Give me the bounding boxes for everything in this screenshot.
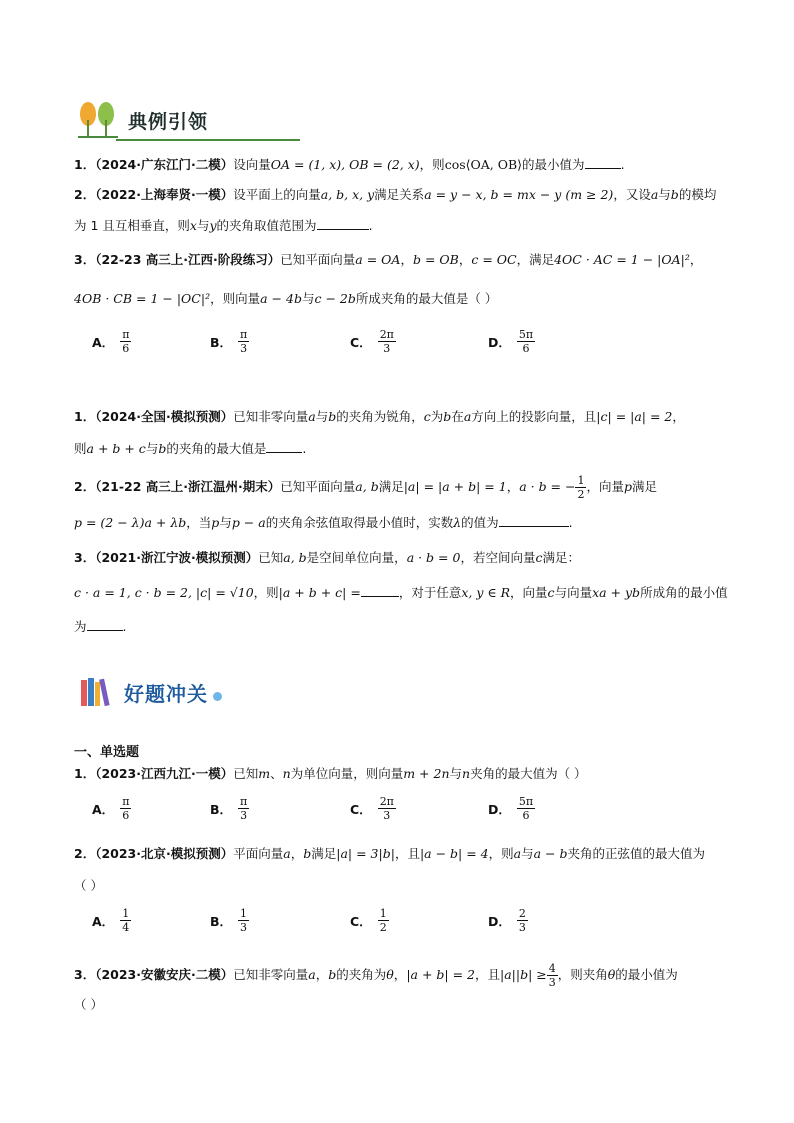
question-text: 的夹角为锐角， bbox=[336, 409, 424, 424]
practice-question-2-cont: （ ） bbox=[74, 878, 103, 893]
math-expression: a = y − x, b = mx − y (m ≥ 2) bbox=[424, 187, 614, 202]
question-text: ，又设 bbox=[613, 187, 651, 202]
fraction-numerator: 1 bbox=[379, 907, 387, 920]
question-text: 的最小值为 bbox=[522, 157, 585, 172]
question-text: 已知 bbox=[258, 550, 284, 565]
question-text: ，当 bbox=[186, 515, 212, 530]
option-fraction bbox=[517, 795, 535, 822]
question-text: ， bbox=[400, 252, 413, 267]
question-text: 是空间单位向量， bbox=[306, 550, 407, 565]
question-text: . bbox=[620, 157, 625, 172]
fraction-numerator: 2π bbox=[379, 795, 394, 808]
math-expression: a bbox=[463, 409, 472, 424]
fraction-denominator: 2 bbox=[577, 488, 585, 501]
option-letter: B． bbox=[210, 801, 233, 817]
math-expression: b bbox=[328, 409, 337, 424]
section-underline bbox=[116, 139, 300, 141]
option-fraction bbox=[378, 795, 396, 822]
option-fraction bbox=[378, 328, 396, 355]
trees-icon bbox=[76, 100, 120, 140]
option-d[interactable] bbox=[488, 907, 528, 934]
fraction-denominator: 4 bbox=[122, 921, 130, 934]
math-expression: a · b = 0 bbox=[406, 550, 461, 565]
example-practice-2 bbox=[74, 474, 657, 501]
math-expression: a − 4b bbox=[260, 291, 302, 306]
option-letter: A． bbox=[92, 801, 115, 817]
math-expression: p bbox=[211, 515, 220, 530]
question-text: 已知平面向量 bbox=[280, 479, 356, 494]
fraction-denominator: 3 bbox=[240, 342, 248, 355]
option-d[interactable] bbox=[488, 795, 535, 822]
answer-blank[interactable] bbox=[585, 155, 621, 169]
question-text: . bbox=[122, 619, 127, 634]
question-text: 为 bbox=[430, 409, 444, 424]
option-letter: A． bbox=[92, 913, 115, 929]
practice-question-3 bbox=[74, 962, 678, 989]
question-source: （2022·上海奉贤·一模） bbox=[95, 187, 234, 202]
math-expression: a = OA bbox=[355, 252, 401, 267]
option-letter: D． bbox=[488, 334, 511, 350]
question-text: 、 bbox=[270, 766, 283, 781]
question-text: 所成角的最小值 bbox=[640, 585, 728, 600]
question-text: 已知非零向量 bbox=[233, 967, 309, 982]
question-number: 1． bbox=[74, 409, 96, 424]
answer-blank[interactable] bbox=[87, 617, 123, 631]
question-text: 的模均 bbox=[678, 187, 717, 202]
question-text: ， bbox=[393, 967, 407, 982]
math-expression: xa + yb bbox=[592, 585, 641, 600]
question-source: （2024·广东江门·二模） bbox=[95, 157, 234, 172]
fraction-denominator: 3 bbox=[240, 809, 248, 822]
option-letter: C． bbox=[350, 913, 372, 929]
fraction-denominator: 3 bbox=[518, 921, 526, 934]
option-fraction bbox=[517, 907, 528, 934]
math-expression: a bbox=[308, 409, 316, 424]
question-text: 满足 bbox=[311, 846, 337, 861]
option-fraction bbox=[120, 907, 131, 934]
math-expression: b bbox=[443, 409, 452, 424]
practice-section-header bbox=[80, 676, 222, 708]
question-text: ，则夹角 bbox=[557, 967, 608, 982]
question-text: 平面向量 bbox=[233, 846, 284, 861]
question-source: （2023·北京·模拟预测） bbox=[95, 846, 234, 861]
question-text: ， bbox=[672, 409, 685, 424]
question-text: . bbox=[302, 441, 307, 456]
question-source: （2023·安徽安庆·二模） bbox=[95, 967, 234, 982]
math-expression: c = OC bbox=[471, 252, 517, 267]
question-text: ， bbox=[315, 967, 329, 982]
question-text: ，对于任意 bbox=[398, 585, 462, 600]
fraction-denominator: 2 bbox=[379, 921, 387, 934]
math-expression: b = OB bbox=[412, 252, 459, 267]
question-text: ，向量 bbox=[586, 479, 624, 494]
practice-question-3-cont: （ ） bbox=[74, 997, 103, 1012]
question-text: 与 bbox=[521, 846, 534, 861]
question-text: 的夹角余弦值取得最小值时，实数 bbox=[265, 515, 454, 530]
question-text: 的夹角的最大值是 bbox=[166, 441, 267, 456]
fraction-numerator: 5π bbox=[518, 795, 534, 808]
example-practice-3 bbox=[74, 549, 580, 567]
math-expression: b bbox=[670, 187, 679, 202]
math-expression: y bbox=[209, 218, 217, 233]
example-section-title: 典例引领 bbox=[128, 110, 209, 133]
fraction-denominator: 3 bbox=[548, 976, 556, 989]
question-text: 夹角的最大值为（ ） bbox=[470, 766, 587, 781]
math-expression: a bbox=[650, 187, 659, 202]
math-expression: λ bbox=[453, 515, 462, 530]
example-practice-3-cont2 bbox=[74, 617, 127, 636]
option-b[interactable] bbox=[210, 907, 249, 934]
question-text: 的夹角为 bbox=[336, 967, 387, 982]
decorative-dot bbox=[213, 692, 222, 701]
question-number: 2． bbox=[74, 846, 96, 861]
question-number: 3． bbox=[74, 967, 96, 982]
question-text: ，若空间向量 bbox=[460, 550, 536, 565]
math-expression: m bbox=[258, 766, 271, 781]
fraction-denominator: 3 bbox=[383, 342, 391, 355]
question-text: 与 bbox=[219, 515, 232, 530]
option-letter: B． bbox=[210, 913, 233, 929]
question-text: 为 1 且互相垂直，则 bbox=[74, 218, 190, 233]
option-fraction bbox=[378, 907, 389, 934]
question-text: 的最小值为 bbox=[615, 967, 678, 982]
question-source: （2023·江西九江·一模） bbox=[95, 766, 234, 781]
question-number: 1． bbox=[74, 157, 96, 172]
math-expression: a bbox=[513, 846, 522, 861]
math-expression: OA = (1, x), OB = (2, x) bbox=[270, 157, 420, 172]
math-expression: c · a = 1, c · b = 2, |c| = √10 bbox=[74, 585, 254, 600]
math-expression: m + 2n bbox=[403, 766, 450, 781]
math-expression: x bbox=[189, 218, 197, 233]
question-text: 则 bbox=[74, 441, 87, 456]
math-expression: a, b bbox=[355, 479, 379, 494]
math-expression: c bbox=[547, 585, 555, 600]
question-text: 为单位向量，则向量 bbox=[290, 766, 404, 781]
question-text: 夹角的正弦值的最大值为 bbox=[567, 846, 706, 861]
math-expression: |a − b| = 4 bbox=[419, 846, 489, 861]
fraction-numerator: π bbox=[240, 795, 248, 808]
math-expression: |a||b| ≥ bbox=[500, 967, 547, 982]
question-text: . bbox=[368, 218, 373, 233]
question-text: 已知 bbox=[233, 766, 259, 781]
question-text: 满足 bbox=[378, 479, 404, 494]
question-text: 已知非零向量 bbox=[233, 409, 309, 424]
math-expression: cos⟨OA, OB⟩ bbox=[444, 157, 523, 172]
math-expression: |a + b| = 2 bbox=[406, 967, 475, 982]
fraction-denominator: 6 bbox=[122, 342, 130, 355]
option-c[interactable] bbox=[350, 795, 396, 822]
option-letter: C． bbox=[350, 334, 372, 350]
math-expression: n bbox=[282, 766, 291, 781]
question-text: ，且 bbox=[394, 846, 420, 861]
question-number: 3． bbox=[74, 252, 96, 267]
math-expression: p − a bbox=[231, 515, 266, 530]
option-letter: D． bbox=[488, 913, 511, 929]
math-expression: |a| = |a + b| = 1 bbox=[403, 479, 507, 494]
option-c[interactable] bbox=[350, 328, 396, 355]
example-question-1 bbox=[74, 155, 625, 174]
math-expression: a bbox=[283, 846, 291, 861]
option-letter: C． bbox=[350, 801, 372, 817]
example-question-3-cont bbox=[74, 290, 497, 308]
question-number: 3． bbox=[74, 550, 96, 565]
question-text: 已知平面向量 bbox=[280, 252, 356, 267]
example-practice-1-cont bbox=[74, 439, 306, 458]
fraction-numerator: 5π bbox=[518, 328, 534, 341]
option-a[interactable] bbox=[92, 795, 131, 822]
question-source: （22-23 高三上·江西·阶段练习） bbox=[95, 252, 281, 267]
question-text: 与 bbox=[145, 441, 159, 456]
fraction-denominator: 6 bbox=[522, 809, 530, 822]
math-expression: θ bbox=[386, 967, 394, 982]
fraction-numerator: π bbox=[122, 328, 130, 341]
fraction-numerator: 1 bbox=[122, 907, 130, 920]
example-practice-3-cont bbox=[74, 583, 728, 602]
math-fraction bbox=[547, 962, 558, 989]
question-text: ， bbox=[458, 252, 472, 267]
math-expression: p = (2 − λ)a + λb bbox=[74, 515, 187, 530]
option-fraction bbox=[238, 795, 249, 822]
option-fraction bbox=[120, 795, 131, 822]
question-text: ，且 bbox=[474, 967, 500, 982]
question-text: ， bbox=[506, 479, 520, 494]
question-text: 与向量 bbox=[554, 585, 593, 600]
single-choice-heading: 一、单选题 bbox=[74, 745, 140, 760]
fraction-numerator: 2 bbox=[518, 907, 526, 920]
question-text: 为 bbox=[74, 619, 87, 634]
practice-question-2 bbox=[74, 845, 705, 863]
question-text: ， bbox=[290, 846, 304, 861]
fraction-denominator: 3 bbox=[383, 809, 391, 822]
math-expression: b bbox=[328, 967, 337, 982]
fraction-denominator: 6 bbox=[122, 809, 130, 822]
option-d[interactable] bbox=[488, 328, 535, 355]
fraction-numerator: π bbox=[122, 795, 130, 808]
math-expression: a · b = − bbox=[519, 479, 576, 494]
fraction-numerator: 1 bbox=[240, 907, 248, 920]
question-text: 在 bbox=[451, 409, 464, 424]
math-expression: a, b bbox=[283, 550, 307, 565]
question-text: ，向量 bbox=[510, 585, 548, 600]
math-expression: p bbox=[624, 479, 633, 494]
example-section-header bbox=[76, 100, 208, 140]
question-text: 满足： bbox=[542, 550, 580, 565]
math-expression: c − 2b bbox=[314, 291, 356, 306]
fraction-denominator: 3 bbox=[240, 921, 248, 934]
math-expression: a + b + c bbox=[86, 441, 146, 456]
example-question-3 bbox=[74, 251, 702, 269]
question-text: ，则 bbox=[419, 157, 445, 172]
fraction-numerator: 2π bbox=[379, 328, 394, 341]
question-source: （2024·全国·模拟预测） bbox=[95, 409, 234, 424]
option-letter: A． bbox=[92, 334, 115, 350]
math-expression: a bbox=[308, 967, 316, 982]
option-a[interactable] bbox=[92, 907, 131, 934]
math-expression: a − b bbox=[533, 846, 568, 861]
option-letter: D． bbox=[488, 801, 511, 817]
math-expression: θ bbox=[607, 967, 616, 982]
question-text: ，则 bbox=[488, 846, 514, 861]
option-b[interactable] bbox=[210, 795, 249, 822]
question-number: 2． bbox=[74, 479, 96, 494]
fraction-numerator: π bbox=[240, 328, 248, 341]
question-text: 与 bbox=[315, 409, 329, 424]
question-number: 1． bbox=[74, 766, 96, 781]
question-text: 与 bbox=[449, 766, 463, 781]
option-letter: B． bbox=[210, 334, 233, 350]
question-text: 与 bbox=[658, 187, 671, 202]
math-expression: |a| = 3|b| bbox=[336, 846, 395, 861]
example-question-2-cont bbox=[74, 216, 373, 235]
question-number: 2． bbox=[74, 187, 96, 202]
option-c[interactable] bbox=[350, 907, 389, 934]
question-text: 设平面上的向量 bbox=[233, 187, 321, 202]
question-text: 与 bbox=[301, 291, 315, 306]
math-expression: x, y ∈ R bbox=[461, 585, 511, 600]
question-source: （21-22 高三上·浙江温州·期末） bbox=[95, 479, 281, 494]
answer-blank[interactable] bbox=[266, 439, 302, 453]
practice-question-1 bbox=[74, 765, 587, 783]
question-text: 的夹角取值范围为 bbox=[216, 218, 317, 233]
example-practice-2-cont bbox=[74, 513, 573, 532]
fraction-numerator: 4 bbox=[548, 962, 556, 975]
math-expression: 4OB · CB = 1 − |OC|² bbox=[74, 291, 211, 306]
answer-blank[interactable] bbox=[317, 216, 369, 230]
question-text: 满足关系 bbox=[374, 187, 425, 202]
answer-blank[interactable] bbox=[361, 583, 399, 597]
option-a[interactable] bbox=[92, 328, 131, 355]
books-icon bbox=[80, 676, 120, 708]
option-fraction bbox=[517, 328, 535, 355]
question-text: 的值为 bbox=[461, 515, 499, 530]
question-text: . bbox=[568, 515, 573, 530]
option-fraction bbox=[238, 907, 249, 934]
math-expression: b bbox=[303, 846, 312, 861]
fraction-denominator: 6 bbox=[522, 342, 530, 355]
question-text: 方向上的投影向量，且 bbox=[471, 409, 597, 424]
option-b[interactable] bbox=[210, 328, 249, 355]
question-text: 与 bbox=[196, 218, 210, 233]
math-expression: n bbox=[462, 766, 471, 781]
math-expression: c bbox=[423, 409, 431, 424]
question-text: 满足 bbox=[632, 479, 658, 494]
question-text: ，则 bbox=[253, 585, 279, 600]
question-text: ，则向量 bbox=[210, 291, 261, 306]
fraction-numerator: 1 bbox=[577, 474, 585, 487]
option-fraction bbox=[238, 328, 249, 355]
math-expression: a, b, x, y bbox=[320, 187, 375, 202]
math-expression: |a + b + c| = bbox=[278, 585, 361, 600]
math-expression: b bbox=[158, 441, 167, 456]
question-source: （2021·浙江宁波·模拟预测） bbox=[95, 550, 259, 565]
example-practice-1 bbox=[74, 408, 685, 426]
math-fraction bbox=[575, 474, 586, 501]
question-text: ，满足 bbox=[516, 252, 555, 267]
option-fraction bbox=[120, 328, 131, 355]
math-expression: |c| = |a| = 2 bbox=[596, 409, 673, 424]
example-question-2 bbox=[74, 186, 716, 204]
math-expression: c bbox=[535, 550, 543, 565]
question-text: ， bbox=[689, 252, 703, 267]
question-text: 设向量 bbox=[233, 157, 271, 172]
question-text: 所成夹角的最大值是（ ） bbox=[355, 291, 498, 306]
math-expression: 4OC · AC = 1 − |OA|² bbox=[554, 252, 690, 267]
answer-blank[interactable] bbox=[499, 513, 569, 527]
practice-section-title: 好题冲关 bbox=[124, 681, 208, 706]
